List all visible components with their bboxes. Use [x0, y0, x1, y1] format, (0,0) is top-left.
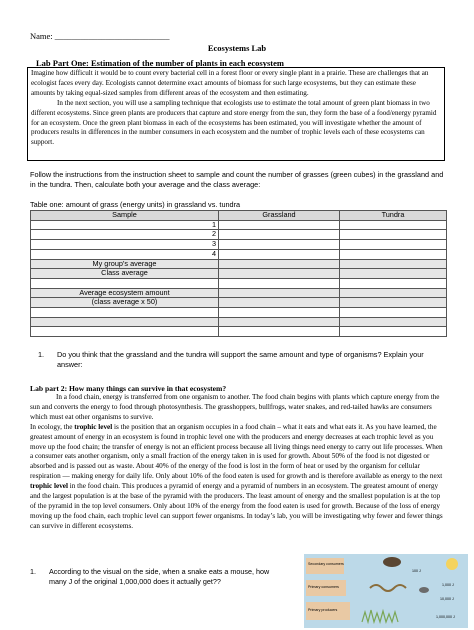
table-caption: Table one: amount of grass (energy units) in grassland vs. tundra [30, 200, 241, 209]
question-2-text: According to the visual on the side, when a snake eats a mouse, how many J of the original 1,000,000 does it actually get?? [49, 567, 270, 586]
question-2-number: 1. [30, 567, 36, 576]
tundra-cell[interactable] [340, 298, 447, 308]
part2-heading: Lab part 2: How many things can survive in that ecosystem? [30, 384, 227, 393]
grassland-cell[interactable] [219, 240, 340, 250]
value-1000: 1,000 J [442, 583, 454, 587]
header-grassland: Grassland [219, 211, 340, 221]
grass-data-table [30, 210, 447, 337]
tundra-cell[interactable] [340, 308, 447, 318]
header-tundra: Tundra [340, 211, 447, 221]
tundra-cell[interactable] [340, 230, 447, 240]
row-label-cell: (class average x 50) [31, 298, 219, 308]
table-row [31, 220, 447, 230]
grassland-cell[interactable] [219, 288, 340, 298]
intro-paragraph-1: Imagine how difficult it would be to count every bacterial cell in a forest floor or every single plant in a prairie. These are challenges that an ecologist faces every day. Ecologists cannot determine exact amounts of biomass for such large ecosystems, but they can estimate these amounts by taking equal-sized samples from different areas of the ecosystem and then estimating. [31, 69, 429, 97]
row-label-cell [31, 327, 219, 337]
tundra-cell[interactable] [340, 288, 447, 298]
tundra-cell[interactable] [340, 249, 447, 259]
table-row [31, 317, 447, 327]
grassland-cell[interactable] [219, 317, 340, 327]
row-label-cell [31, 317, 219, 327]
label-primary-consumers: Primary consumers [308, 585, 339, 589]
row-label-cell: 2 [31, 230, 219, 240]
grassland-cell[interactable] [219, 298, 340, 308]
part1-heading: Lab Part One: Estimation of the number of plants in each ecosystem [36, 58, 284, 68]
trophic-level-term-2: trophic level [30, 482, 68, 491]
grassland-cell[interactable] [219, 269, 340, 279]
table-row [31, 240, 447, 250]
value-1000000: 1,000,000 J [436, 615, 455, 619]
table-row [31, 308, 447, 318]
p2-middle: is the position that an organism occupies in a food chain – what it eats and what eats it. As you have learned, the greatest amount of energy in an ecosystem is found in trophic level one with the producers and energy decreases at each trophic level as you move up the food chain; the transfer of energy is not an efficient process because all living things need energy to carry out life processes. When a consumer eats another organism, only a small fraction of the energy taken in is used for growth. About 50% of the food is not digested or absorbed and is passed out as waste. About 40% of the energy of the food is lost in the form of heat or used by the organism for cellular respiration — making energy for daily life. Only about 10% of the food eaten is used for growth and is therefore available as energy to the next [30, 422, 443, 481]
header-sample: Sample [31, 211, 219, 221]
question-1-text: Do you think that the grassland and the tundra will support the same amount and type of organisms? Explain your answer: [57, 350, 424, 369]
row-label-cell [31, 278, 219, 288]
table-row [31, 327, 447, 337]
grassland-cell[interactable] [219, 220, 340, 230]
name-field-line[interactable]: Name: ___________________________ [30, 31, 170, 41]
trophic-level-term: trophic level [74, 422, 113, 431]
tundra-cell[interactable] [340, 259, 447, 269]
secondary-consumers-step [306, 558, 344, 574]
energy-pyramid-figure [292, 550, 470, 630]
row-label-cell: Average ecosystem amount [31, 288, 219, 298]
value-10000: 10,000 J [440, 597, 454, 601]
instructions-text: Follow the instructions from the instruction sheet to sample and count the number of grasses (green cubes) in the grassland and in the tundra. Then, calculate both your average and the class average: [30, 170, 444, 189]
row-label-cell: My group’s average [31, 259, 219, 269]
row-label-cell: 1 [31, 220, 219, 230]
page-title: Ecosystems Lab [207, 43, 267, 53]
table-row [31, 230, 447, 240]
row-label-cell: 4 [31, 249, 219, 259]
tundra-cell[interactable] [340, 278, 447, 288]
row-label-cell [31, 308, 219, 318]
tundra-cell[interactable] [340, 240, 447, 250]
grassland-cell[interactable] [219, 259, 340, 269]
hawk-icon [383, 557, 401, 567]
tundra-cell[interactable] [340, 327, 447, 337]
intro-box [27, 67, 445, 161]
p2-suffix: in the food chain. This produces a pyramid of energy and a pyramid of numbers in an ecosystem. The greatest amount of energy and the largest population is at the base of the pyramid with the producers. The least amount of energy and the smallest population is at the top of the pyramid in the top level consumers. Only about 10% of the energy from the food eaten is used for growth. Because of the loss of energy moving up the food chain, each trophic level can support fewer organisms. In today’s lab, you will be investigating why fewer and fewer things can survive in different ecosystems. [30, 482, 443, 530]
table-row [31, 269, 447, 279]
intro-paragraph-2: In the next section, you will use a sampling technique that ecologists use to estimate the total amount of green plant biomass in two different ecosystems. Since green plants are producers that capture and store energy from the sun, they form the base of a food/energy pyramid for an ecosystem. Once the green plant biomass in each of the ecosystems has been estimated, you will investigate whether the amount of producers results in differences in the number consumers in each ecosystem and the number of trophic levels each of these ecosystems can support. [31, 98, 437, 147]
sun-icon [446, 558, 458, 570]
tundra-cell[interactable] [340, 269, 447, 279]
table-header-row [31, 211, 447, 221]
part2-paragraph-1: In a food chain, energy is transferred from one organism to another. The food chain begins with plants which capture energy from the sun and converts the energy to food through photosynthesis. The grasshoppers, bullfrogs, water snakes, and red-tailed hawks are consumers which must eat other organisms to survive. [30, 393, 440, 421]
grassland-cell[interactable] [219, 278, 340, 288]
grassland-cell[interactable] [219, 308, 340, 318]
table-body [31, 220, 447, 336]
label-secondary-consumers: Secondary consumers [308, 562, 344, 566]
value-100: 100 J [412, 569, 421, 573]
mouse-icon [419, 587, 429, 593]
table-row [31, 298, 447, 308]
table-row [31, 278, 447, 288]
grassland-cell[interactable] [219, 249, 340, 259]
tundra-cell[interactable] [340, 220, 447, 230]
label-primary-producers: Primary producers [308, 608, 338, 612]
table-row [31, 259, 447, 269]
grassland-cell[interactable] [219, 327, 340, 337]
part2-paragraph-2 [30, 423, 446, 532]
tundra-cell[interactable] [340, 317, 447, 327]
grassland-cell[interactable] [219, 230, 340, 240]
p2-prefix: In ecology, the [30, 422, 75, 431]
table-row [31, 249, 447, 259]
part2-body [30, 393, 446, 532]
row-label-cell: 3 [31, 240, 219, 250]
row-label-cell: Class average [31, 269, 219, 279]
question-1-number: 1. [38, 350, 45, 359]
